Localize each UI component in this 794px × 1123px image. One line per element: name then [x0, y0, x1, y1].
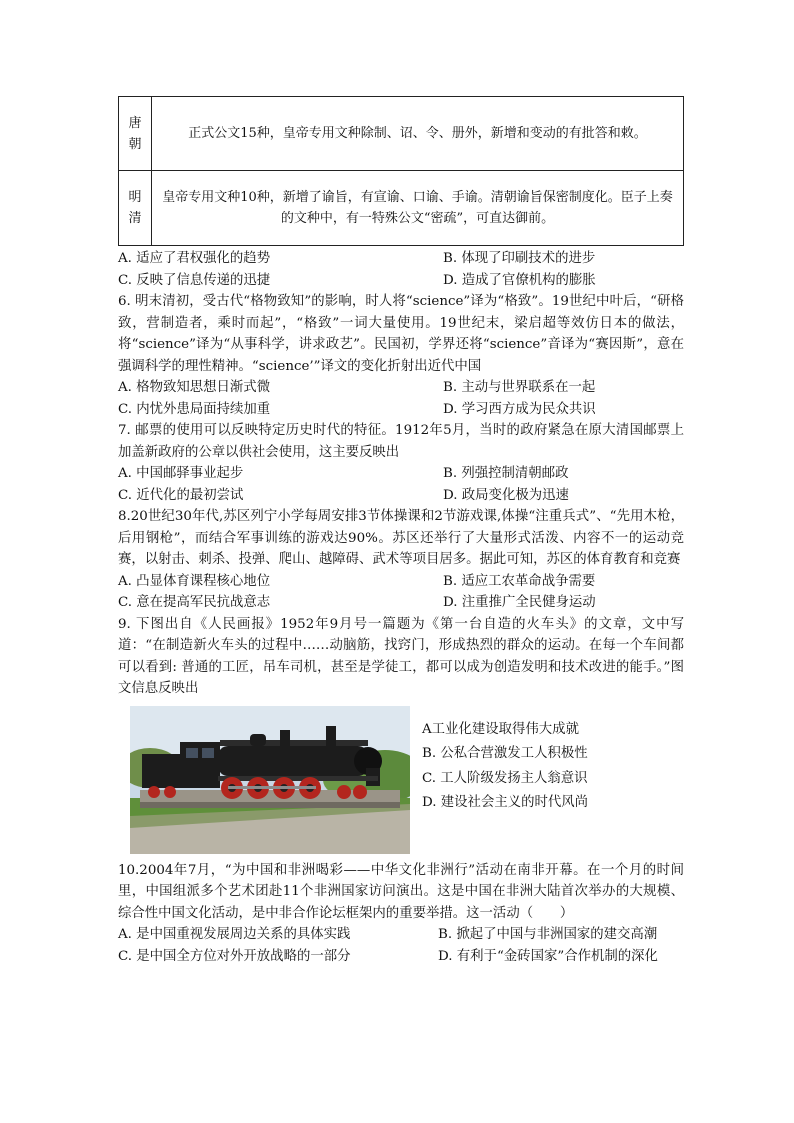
option-c: C. 反映了信息传递的迅捷: [118, 272, 271, 288]
option-d: D. 学习西方成为民众共识: [443, 401, 596, 417]
q9-options: [422, 718, 588, 854]
option-a: A. 凸显体育课程核心地位: [118, 573, 271, 589]
table-row: [119, 171, 684, 246]
document-table: [118, 96, 684, 246]
option-b: B. 主动与世界联系在一起: [443, 380, 596, 395]
q6-options: [118, 377, 684, 420]
option-c: C. 内忧外患局面持续加重: [118, 401, 271, 417]
q5-options: [118, 248, 684, 291]
option-a: A工业化建设取得伟大成就: [422, 721, 579, 737]
era-char: 清: [128, 211, 142, 226]
q10-stem: 10.2004年7月，“为中国和非洲喝彩——中华文化非洲行”活动在南非开幕。在一个月的时间里，中国组派多个艺术团赴11个非洲国家访问演出。这是中国在非洲大陆首次举办的大规模、综合性中国文化活动，是中非合作论坛框架内的重要举措。这一活动（ ）: [118, 862, 684, 921]
option-a: A. 是中国重视发展周边关系的具体实践: [118, 927, 351, 942]
option-b: B. 列强控制清朝邮政: [443, 466, 569, 481]
locomotive-photo: [130, 706, 410, 854]
option-c: C. 近代化的最初尝试: [118, 487, 244, 503]
option-d: D. 建设社会主义的时代风尚: [422, 795, 589, 810]
era-char: 明: [128, 190, 142, 205]
option-d: D. 注重推广全民健身运动: [443, 595, 596, 610]
table-row: [119, 97, 684, 171]
q9-figure-block: [118, 706, 684, 854]
locomotive-image: [130, 706, 410, 854]
exam-page: [118, 96, 684, 967]
q9-stem: 9. 下图出自《人民画报》1952年9月号一篇题为《第一台自造的火车头》的文章，文中写道：“在制造新火车头的过程中……动脑筋，找窍门，形成热烈的群众的运动。在每一个车间都可以看到: 普通的工匠，吊车司机，甚至是学徒工，都可以成为创造发明和技术改进的能手。”图文信息反映出: [118, 616, 684, 696]
q8-options: [118, 571, 684, 614]
option-a: A. 格物致知思想日渐式微: [118, 380, 271, 395]
desc-cell: 皇帝专用文种10种，新增了谕旨，有宣谕、口谕、手谕。清朝谕旨保密制度化。臣子上奏的文种中，有一特殊公文“密疏”，可直达御前。: [152, 171, 684, 246]
option-b: B. 掀起了中国与非洲国家的建交高潮: [438, 927, 658, 942]
option-a: A. 适应了君权强化的趋势: [118, 251, 271, 266]
option-c: C. 是中国全方位对外开放战略的一部分: [118, 948, 351, 964]
era-char: 朝: [128, 136, 142, 152]
desc-cell: 正式公文15种，皇帝专用文种除制、诏、令、册外，新增和变动的有批答和敕。: [152, 97, 684, 171]
option-b: B. 体现了印刷技术的进步: [443, 251, 596, 266]
q7-stem: 7. 邮票的使用可以反映特定历史时代的特征。1912年5月，当时的政府紧急在原大清国邮票上加盖新政府的公章以供社会使用，这主要反映出: [118, 423, 684, 460]
q10-options: [118, 924, 684, 967]
option-d: D. 政局变化极为迅速: [443, 487, 569, 503]
era-cell: [119, 97, 152, 171]
option-c: C. 意在提高军民抗战意志: [118, 595, 271, 610]
option-b: B. 公私合营激发工人积极性: [422, 746, 588, 761]
option-d: D. 有利于“金砖国家”合作机制的深化: [438, 948, 658, 964]
era-cell: [119, 171, 152, 246]
q8-stem: 8.20世纪30年代,苏区列宁小学每周安排3节体操课和2节游戏课,体操“注重兵式”、“先用木枪，后用钢枪”，而结合军事训练的游戏达90%。苏区还举行了大量形式活泼、内容不一的运动竞赛，以射击、刺杀、投弹、爬山、越障碍、武术等项目居多。据此可知，苏区的体育教育和竞赛: [118, 509, 684, 567]
option-a: A. 中国邮驿事业起步: [118, 466, 244, 481]
era-char: 唐: [128, 115, 142, 131]
option-c: C. 工人阶级发扬主人翁意识: [422, 770, 588, 786]
option-b: B. 适应工农革命战争需要: [443, 573, 596, 589]
q7-options: [118, 463, 684, 506]
q6-stem: 6. 明末清初，受古代“格物致知”的影响，时人将“science”译为“格致”。19世纪中叶后，“研格致，营制造者，乘时而起”，“格致”一词大量使用。19世纪末，梁启超等效仿日本的做法，将“science”译为“从事科学，讲求政艺”。民国初，学界还将“science”音译为“赛因斯”，意在强调科学的理性精神。“science’”译文的变化折射出近代中国: [118, 294, 684, 374]
option-d: D. 造成了官僚机构的膨胀: [443, 272, 596, 288]
